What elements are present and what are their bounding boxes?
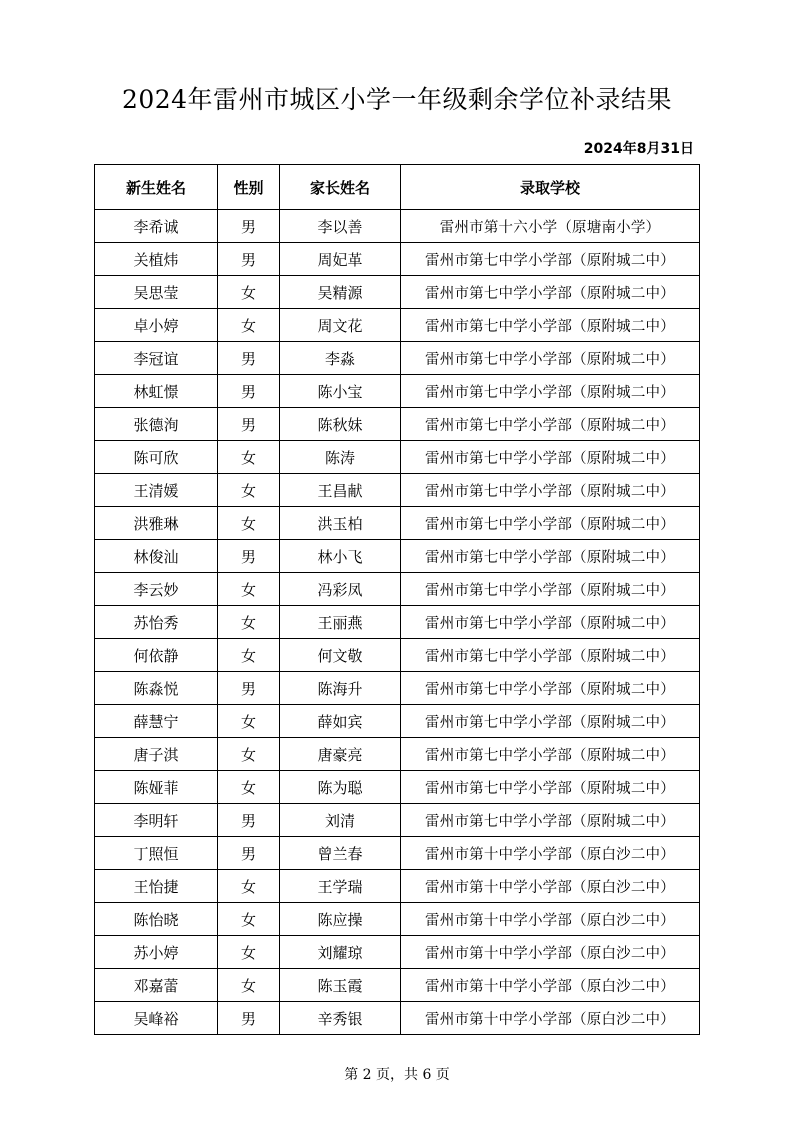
table-row — [95, 606, 700, 639]
gender-cell: 女 — [218, 573, 280, 606]
student-name-cell: 李希诚 — [95, 210, 218, 243]
parent-name-cell: 刘耀琼 — [280, 936, 401, 969]
student-name-cell: 陈淼悦 — [95, 672, 218, 705]
table-row — [95, 276, 700, 309]
school-cell: 雷州市第七中学小学部（原附城二中） — [401, 540, 700, 573]
gender-cell: 女 — [218, 705, 280, 738]
parent-name-cell: 刘清 — [280, 804, 401, 837]
gender-cell: 女 — [218, 276, 280, 309]
school-cell: 雷州市第七中学小学部（原附城二中） — [401, 672, 700, 705]
gender-cell: 男 — [218, 210, 280, 243]
school-cell: 雷州市第七中学小学部（原附城二中） — [401, 507, 700, 540]
parent-name-cell: 王昌献 — [280, 474, 401, 507]
header-row — [95, 165, 700, 210]
school-cell: 雷州市第十六小学（原塘南小学） — [401, 210, 700, 243]
student-name-cell: 林俊汕 — [95, 540, 218, 573]
table-body — [95, 210, 700, 1035]
table-row — [95, 210, 700, 243]
student-name-cell: 李冠谊 — [95, 342, 218, 375]
student-name-cell: 何依静 — [95, 639, 218, 672]
page-number: 第 2 页，共 6 页 — [344, 1067, 450, 1083]
table-row — [95, 705, 700, 738]
school-cell: 雷州市第十中学小学部（原白沙二中） — [401, 1002, 700, 1035]
school-cell: 雷州市第七中学小学部（原附城二中） — [401, 408, 700, 441]
student-name-cell: 苏小婷 — [95, 936, 218, 969]
student-name-cell: 李云妙 — [95, 573, 218, 606]
gender-cell: 男 — [218, 804, 280, 837]
parent-name-cell: 周妃革 — [280, 243, 401, 276]
table-row — [95, 870, 700, 903]
table-row — [95, 507, 700, 540]
parent-name-cell: 林小飞 — [280, 540, 401, 573]
table-row — [95, 804, 700, 837]
parent-name-cell: 唐豪亮 — [280, 738, 401, 771]
table-row — [95, 573, 700, 606]
table-row — [95, 837, 700, 870]
school-cell: 雷州市第七中学小学部（原附城二中） — [401, 639, 700, 672]
school-cell: 雷州市第七中学小学部（原附城二中） — [401, 342, 700, 375]
publish-date: 2024年8月31日 — [583, 141, 694, 157]
student-name-cell: 唐子淇 — [95, 738, 218, 771]
student-name-cell: 薛慧宁 — [95, 705, 218, 738]
table-row — [95, 738, 700, 771]
table-row — [95, 1002, 700, 1035]
gender-cell: 女 — [218, 474, 280, 507]
parent-name-cell: 王丽燕 — [280, 606, 401, 639]
school-cell: 雷州市第七中学小学部（原附城二中） — [401, 804, 700, 837]
parent-name-cell: 陈玉霞 — [280, 969, 401, 1002]
parent-name-cell: 陈小宝 — [280, 375, 401, 408]
gender-cell: 男 — [218, 837, 280, 870]
gender-cell: 女 — [218, 936, 280, 969]
parent-name-cell: 冯彩凤 — [280, 573, 401, 606]
table-row — [95, 936, 700, 969]
school-cell: 雷州市第七中学小学部（原附城二中） — [401, 771, 700, 804]
parent-name-cell: 洪玉柏 — [280, 507, 401, 540]
parent-name-cell: 陈秋妹 — [280, 408, 401, 441]
table-row — [95, 474, 700, 507]
school-cell: 雷州市第七中学小学部（原附城二中） — [401, 606, 700, 639]
student-name-cell: 吴思莹 — [95, 276, 218, 309]
gender-cell: 女 — [218, 507, 280, 540]
gender-cell: 男 — [218, 1002, 280, 1035]
school-cell: 雷州市第十中学小学部（原白沙二中） — [401, 870, 700, 903]
student-name-cell: 洪雅琳 — [95, 507, 218, 540]
header-student-name: 新生姓名 — [95, 165, 218, 210]
gender-cell: 女 — [218, 870, 280, 903]
gender-cell: 男 — [218, 672, 280, 705]
school-cell: 雷州市第七中学小学部（原附城二中） — [401, 276, 700, 309]
student-name-cell: 陈娅菲 — [95, 771, 218, 804]
table-row — [95, 441, 700, 474]
gender-cell: 男 — [218, 243, 280, 276]
parent-name-cell: 辛秀银 — [280, 1002, 401, 1035]
parent-name-cell: 吴精源 — [280, 276, 401, 309]
student-name-cell: 苏怡秀 — [95, 606, 218, 639]
gender-cell: 女 — [218, 639, 280, 672]
student-name-cell: 陈怡晓 — [95, 903, 218, 936]
gender-cell: 男 — [218, 342, 280, 375]
student-name-cell: 丁照恒 — [95, 837, 218, 870]
student-name-cell: 吴峰裕 — [95, 1002, 218, 1035]
table-row — [95, 771, 700, 804]
table-row — [95, 540, 700, 573]
student-name-cell: 卓小婷 — [95, 309, 218, 342]
school-cell: 雷州市第七中学小学部（原附城二中） — [401, 441, 700, 474]
table-row — [95, 375, 700, 408]
school-cell: 雷州市第七中学小学部（原附城二中） — [401, 309, 700, 342]
student-name-cell: 陈可欣 — [95, 441, 218, 474]
header-admitted-school: 录取学校 — [401, 165, 700, 210]
table-row — [95, 672, 700, 705]
parent-name-cell: 王学瑞 — [280, 870, 401, 903]
school-cell: 雷州市第七中学小学部（原附城二中） — [401, 738, 700, 771]
parent-name-cell: 李以善 — [280, 210, 401, 243]
parent-name-cell: 陈为聪 — [280, 771, 401, 804]
parent-name-cell: 陈海升 — [280, 672, 401, 705]
gender-cell: 男 — [218, 375, 280, 408]
school-cell: 雷州市第十中学小学部（原白沙二中） — [401, 837, 700, 870]
gender-cell: 女 — [218, 738, 280, 771]
school-cell: 雷州市第七中学小学部（原附城二中） — [401, 474, 700, 507]
student-name-cell: 邓嘉蕾 — [95, 969, 218, 1002]
school-cell: 雷州市第七中学小学部（原附城二中） — [401, 243, 700, 276]
table-row — [95, 243, 700, 276]
parent-name-cell: 薛如宾 — [280, 705, 401, 738]
gender-cell: 女 — [218, 969, 280, 1002]
header-parent-name: 家长姓名 — [280, 165, 401, 210]
admission-results-table — [94, 164, 700, 1035]
student-name-cell: 王怡捷 — [95, 870, 218, 903]
parent-name-cell: 陈涛 — [280, 441, 401, 474]
table-row — [95, 639, 700, 672]
header-gender: 性别 — [218, 165, 280, 210]
gender-cell: 男 — [218, 540, 280, 573]
gender-cell: 男 — [218, 408, 280, 441]
student-name-cell: 林虹憬 — [95, 375, 218, 408]
gender-cell: 女 — [218, 771, 280, 804]
table-row — [95, 969, 700, 1002]
school-cell: 雷州市第十中学小学部（原白沙二中） — [401, 936, 700, 969]
parent-name-cell: 陈应操 — [280, 903, 401, 936]
gender-cell: 女 — [218, 903, 280, 936]
student-name-cell: 张德洵 — [95, 408, 218, 441]
student-name-cell: 王清媛 — [95, 474, 218, 507]
gender-cell: 女 — [218, 441, 280, 474]
parent-name-cell: 周文花 — [280, 309, 401, 342]
table-row — [95, 309, 700, 342]
table-header — [95, 165, 700, 210]
table-row — [95, 342, 700, 375]
school-cell: 雷州市第七中学小学部（原附城二中） — [401, 705, 700, 738]
table-row — [95, 903, 700, 936]
student-name-cell: 李明轩 — [95, 804, 218, 837]
parent-name-cell: 何文敬 — [280, 639, 401, 672]
student-name-cell: 关植炜 — [95, 243, 218, 276]
school-cell: 雷州市第十中学小学部（原白沙二中） — [401, 903, 700, 936]
parent-name-cell: 曾兰春 — [280, 837, 401, 870]
school-cell: 雷州市第七中学小学部（原附城二中） — [401, 573, 700, 606]
document-title: 2024年雷州市城区小学一年级剩余学位补录结果 — [121, 85, 673, 114]
school-cell: 雷州市第十中学小学部（原白沙二中） — [401, 969, 700, 1002]
table-row — [95, 408, 700, 441]
parent-name-cell: 李淼 — [280, 342, 401, 375]
gender-cell: 女 — [218, 309, 280, 342]
gender-cell: 女 — [218, 606, 280, 639]
school-cell: 雷州市第七中学小学部（原附城二中） — [401, 375, 700, 408]
